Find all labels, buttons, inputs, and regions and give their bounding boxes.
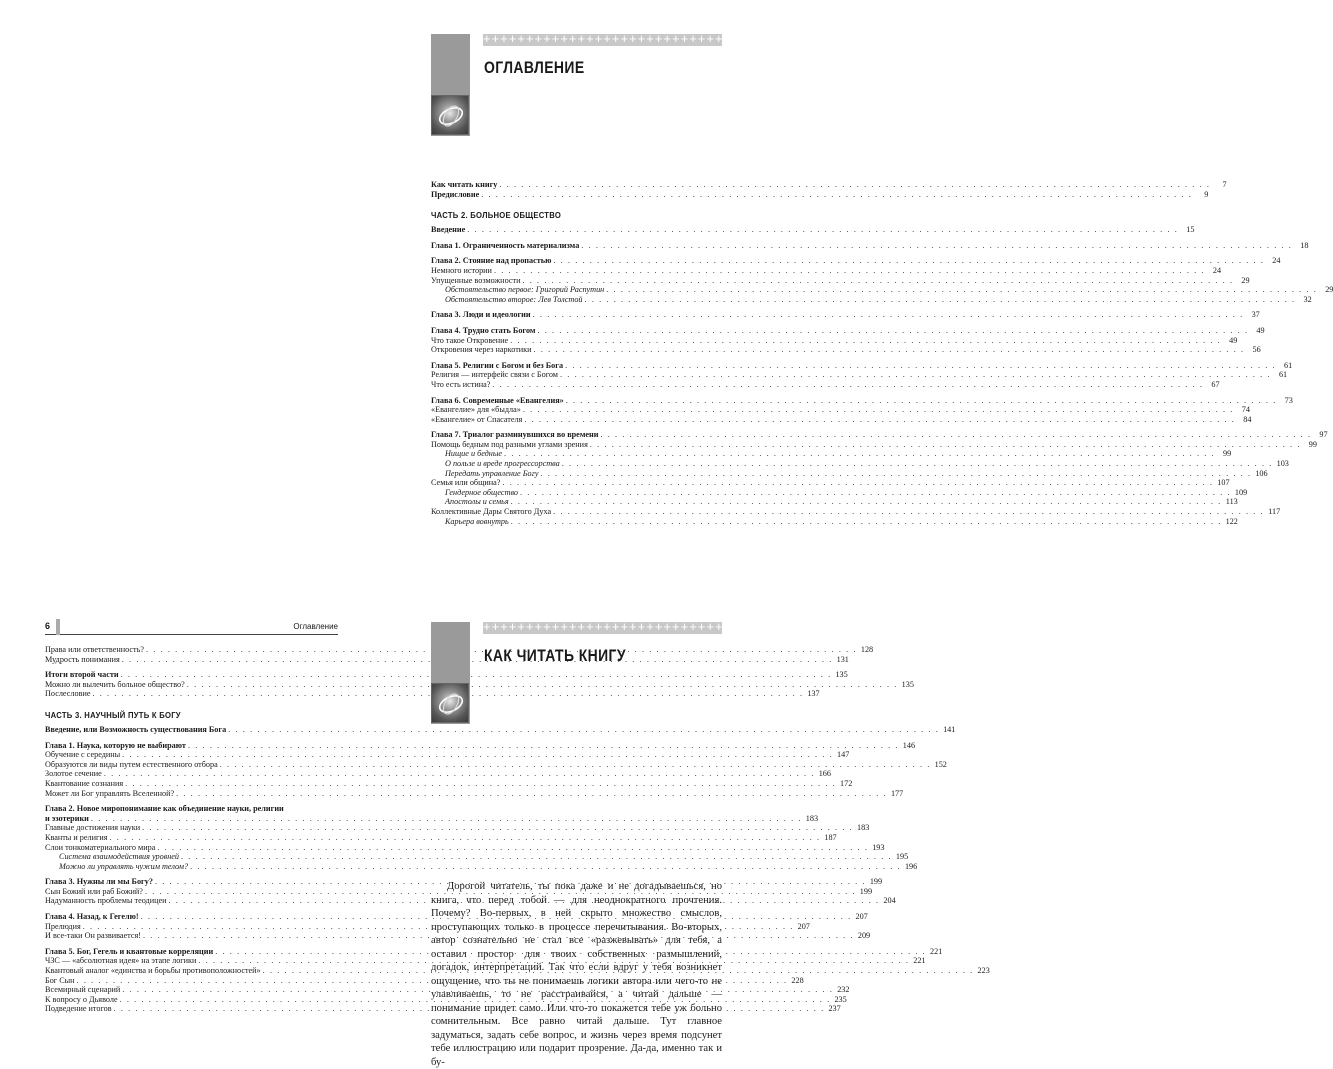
dot-leader (585, 295, 1296, 305)
toc-entry-page: 24 (1212, 265, 1222, 275)
toc-entry-page: 56 (1252, 345, 1261, 355)
dot-leader (481, 190, 1192, 200)
toc-entry-page: 106 (1255, 468, 1268, 478)
toc-entry-page: 74 (1241, 405, 1250, 415)
dot-leader (553, 256, 1264, 266)
toc-entry-page: 228 (791, 975, 804, 985)
body-paragraph: Дорогой читатель, ты пока даже и не догадываешься, но книга, что перед тобой — для неоднократного прочтения. Почему? Во-первых, в ней скрыто множество смыслов, проступающих только в процессе перечитывания. Во-вторых, автор сознательно не стал все «разжевывать» для тебя, а оставил простор для твоих собственных размышлений, догадок, интерпретаций. Так что если вдруг у тебя возникнет ощущение, что ты не понимаешь логики автора или чего-то не улавливаешь, то не расстраивайся, а читай дальше — понимание придет само. Или что-то покажется тебе уж больно сомнительным. Все равно читай дальше. Тут главное задуматься, задать себе вопрос, и жизнь через время подсунет тебе иллюстрацию или подарит прозрение. Да-да, именно так и бу- (431, 881, 722, 1068)
toc-entry[interactable] (431, 507, 1281, 517)
toc-entry-page: 99 (1308, 439, 1317, 449)
toc-entry-page: 207 (797, 921, 810, 931)
toc-entry[interactable] (431, 345, 1261, 355)
dot-leader (110, 833, 821, 843)
spiral-emblem-icon (431, 683, 469, 723)
toc-entry-page: 221 (930, 946, 943, 956)
toc-entry-title: Введение (431, 225, 466, 235)
toc-entry[interactable] (431, 430, 1328, 440)
toc-entry-title: Можно ли вылечить больное общество? (45, 679, 185, 689)
dot-leader (142, 823, 853, 833)
toc-entry[interactable] (45, 769, 831, 779)
toc-entry-title: «Евангелие» от Спасателя (431, 414, 523, 424)
toc-entry[interactable] (431, 335, 1238, 346)
toc-entry-title: Глава 6. Современные «Евангелия» (431, 395, 564, 405)
toc-entry-title: Введение, или Возможность существования Бога (45, 724, 227, 734)
toc-entry-page: 73 (1284, 395, 1293, 405)
dot-leader (121, 670, 832, 680)
toc-entry[interactable] (45, 724, 956, 735)
toc-entry-title: К вопросу о Дьяволе (45, 994, 118, 1004)
toc-entry-title: Что есть истина? (431, 379, 491, 389)
toc-entry-title: Главные достижения науки (45, 823, 141, 833)
toc-entry[interactable] (45, 788, 904, 799)
toc-entry-title: Итоги второй части (45, 670, 119, 680)
toc-entry-page: 29 (1241, 275, 1250, 285)
toc-entry-title: Может ли Бог управлять Вселенной? (45, 788, 175, 798)
spiral-emblem-icon (431, 95, 469, 135)
toc-entry-page: 32 (1303, 294, 1312, 304)
toc-entry[interactable] (45, 985, 850, 995)
dot-leader (553, 507, 1264, 517)
dot-leader (533, 310, 1244, 320)
page-number: 6 (45, 621, 51, 631)
toc-entry-page: 107 (1217, 478, 1230, 488)
toc-entry[interactable] (45, 813, 819, 824)
toc-entry-title: Всемирный сценарий (45, 985, 121, 995)
dot-leader (606, 285, 1317, 295)
toc-entry-title: Глава 1. Наука, которую не выбирают (45, 740, 186, 750)
toc-entry-title: Образуются ли виды путем естественного отбора (45, 759, 218, 769)
toc-entry-title: Гендерное общество (445, 487, 519, 497)
toc-entry[interactable] (431, 414, 1252, 425)
toc-entry[interactable] (431, 405, 1250, 415)
toc-entry[interactable] (431, 360, 1293, 371)
toc-entry[interactable] (431, 275, 1250, 286)
dot-leader (157, 843, 868, 853)
toc-entry-page: 199 (859, 886, 873, 896)
toc-entry-page: 235 (834, 994, 847, 1004)
toc-entry-title: Послесловие (45, 689, 91, 699)
toc-entry-page: 166 (818, 769, 831, 779)
dot-leader (522, 276, 1233, 286)
dot-leader (494, 266, 1205, 276)
toc-entry-page: 135 (835, 670, 848, 680)
dot-leader (565, 361, 1276, 371)
dot-leader (511, 497, 1222, 507)
toc-entry-page: 196 (904, 861, 918, 871)
toc-entry[interactable] (45, 740, 916, 751)
toc-entry-title: Можно ли управлять чужим телом? (59, 861, 189, 871)
dot-leader (104, 769, 815, 779)
toc-entry-title: Апостолы и семья (445, 497, 509, 507)
toc-entry-title: Золотое сечение (45, 769, 102, 779)
dot-leader (187, 680, 898, 690)
toc-entry-page: 232 (837, 985, 850, 995)
toc-entry-page: 7 (1222, 180, 1227, 189)
dot-leader (188, 741, 899, 751)
dot-leader (122, 655, 833, 665)
toc-entry[interactable] (431, 256, 1281, 266)
dot-leader (499, 180, 1210, 190)
toc-entry-page: 61 (1284, 360, 1293, 370)
toc-entry[interactable] (45, 931, 871, 941)
toc-entry[interactable] (45, 994, 847, 1005)
toc-entry-title: Подведение итогов (45, 1004, 112, 1014)
toc-entry[interactable] (431, 180, 1227, 190)
toc-entry-title: Предисловие (431, 189, 480, 199)
dot-leader (502, 478, 1213, 488)
toc-entry-title: Глава 2. Стояние над пропастью (431, 256, 552, 266)
toc-entry-page: 204 (883, 896, 896, 906)
toc-entry[interactable] (431, 325, 1265, 336)
toc-entry[interactable] (45, 896, 896, 906)
dot-leader (125, 779, 836, 789)
toc-entry-page: 117 (1268, 507, 1281, 517)
toc-entry[interactable] (431, 189, 1209, 200)
toc-entry[interactable] (431, 285, 1333, 295)
toc-entry[interactable] (431, 487, 1248, 498)
toc-entry-title: Глава 7. Триалог разминувшихся во времени (431, 430, 599, 440)
toc-entry[interactable] (45, 832, 837, 843)
toc-entry[interactable] (45, 759, 947, 770)
dot-leader (467, 225, 1178, 235)
toc-entry[interactable] (45, 956, 926, 966)
toc-entry-title: Сын Божий или раб Божий? (45, 886, 143, 896)
page-title: ОГЛАВЛЕНИЕ (484, 58, 585, 77)
toc-entry-page: 183 (805, 813, 819, 823)
part-heading: ЧАСТЬ 2. БОЛЬНОЕ ОБЩЕСТВО (431, 210, 562, 221)
toc-entry[interactable] (45, 679, 914, 690)
toc-entry-title: «Евангелие» для «быдла» (431, 405, 521, 415)
toc-entry-page: 183 (857, 823, 870, 833)
toc-entry[interactable] (431, 395, 1293, 406)
toc-entry[interactable] (45, 804, 338, 814)
toc-entry-page: 84 (1243, 414, 1252, 424)
dot-leader (176, 789, 887, 799)
toc-entry-page: 49 (1256, 325, 1265, 335)
toc-entry-page: 37 (1251, 310, 1260, 320)
toc-entry-page: 109 (1234, 487, 1248, 497)
toc-entry-title: Глава 1. Ограниченность материализма (431, 240, 580, 250)
dot-leader (190, 862, 901, 872)
dot-leader (600, 430, 1311, 440)
toc-entry-title: Семья или община? (431, 478, 501, 488)
toc-entry-title: Нищие и бедные (445, 449, 503, 459)
toc-entry[interactable] (45, 852, 909, 862)
toc-entry-page: 99 (1223, 449, 1232, 459)
toc-entry-title: и эзотерики (45, 813, 89, 823)
toc-entry-page: 172 (840, 778, 853, 788)
toc-entry-title: Слои тонкоматериального мира (45, 842, 156, 852)
toc-entry[interactable] (45, 975, 804, 986)
contents-list (431, 180, 1333, 526)
toc-entry-page: 221 (913, 956, 926, 966)
toc-entry-title: Бог Сын (45, 975, 75, 985)
chapter-title: КАК ЧИТАТЬ КНИГУ (484, 646, 626, 665)
toc-entry-page: 122 (1225, 516, 1238, 526)
toc-entry[interactable] (431, 516, 1238, 527)
toc-entry-title: Прелюдия (45, 921, 81, 931)
toc-entry[interactable] (431, 240, 1309, 251)
toc-entry[interactable] (45, 886, 873, 897)
toc-entry-page: 128 (860, 645, 874, 654)
toc-entry-title: О пользе и вреде прогрессорства (445, 459, 560, 469)
dot-leader (220, 760, 931, 770)
toc-entry-title: Обучение с середины (45, 750, 121, 760)
toc-entry-page: 237 (828, 1004, 841, 1014)
dot-leader (562, 459, 1273, 469)
toc-entry[interactable] (45, 842, 885, 853)
toc-entry[interactable] (45, 921, 810, 932)
dot-leader (566, 396, 1277, 406)
toc-entry-page: 135 (901, 679, 914, 689)
toc-entry[interactable] (431, 379, 1220, 390)
toc-entry[interactable] (431, 294, 1312, 305)
dot-leader (228, 725, 939, 735)
dot-leader (537, 326, 1248, 336)
toc-entry-title: Кванты и религия (45, 832, 108, 842)
toc-entry-title: Передать управление Богу (445, 468, 539, 478)
toc-entry-title: Коллективные Дары Святого Духа (431, 507, 552, 517)
dot-leader (581, 241, 1292, 251)
toc-entry-title: Что такое Откровение (431, 335, 509, 345)
toc-entry[interactable] (431, 310, 1260, 320)
toc-entry-title: Упущенные возможности (431, 275, 521, 285)
toc-entry-title: Система взаимодействия уровней (59, 852, 180, 862)
toc-entry[interactable] (45, 670, 848, 680)
toc-entry[interactable] (45, 861, 918, 872)
dot-leader (504, 449, 1215, 459)
toc-entry[interactable] (45, 946, 943, 957)
dot-leader (590, 440, 1301, 450)
toc-entry-title: Глава 5. Бог, Гегель и квантовые корреляции (45, 946, 214, 956)
plus-pattern-band: +++++++++++++++++++++++++++++++++++++++++++++++ (483, 619, 887, 634)
toc-entry-page: 61 (1278, 370, 1288, 380)
toc-entry[interactable] (431, 459, 1289, 469)
toc-entry-page: 113 (1225, 497, 1238, 507)
toc-entry[interactable] (45, 966, 990, 976)
toc-entry-title: Квантование сознания (45, 778, 124, 788)
toc-entry[interactable] (431, 478, 1230, 488)
toc-entry-title: Помощь бедным под разными углами зрения (431, 439, 588, 449)
toc-entry[interactable] (431, 497, 1238, 507)
toc-entry[interactable] (431, 439, 1317, 450)
toc-entry-page: 146 (902, 740, 916, 750)
toc-entry-title: Немного истории (431, 265, 492, 275)
toc-entry-title: Глава 3. Люди и идеологии (431, 310, 531, 320)
running-title: Оглавление (293, 622, 338, 631)
toc-entry-title: Мудрость понимания (45, 654, 120, 664)
toc-entry-page: 29 (1325, 285, 1333, 295)
toc-entry-page: 147 (837, 750, 850, 760)
toc-entry-page: 24 (1272, 256, 1281, 266)
toc-entry-title: Глава 3. Нужны ли мы Богу? (45, 877, 153, 887)
toc-entry-page: 49 (1229, 335, 1238, 345)
toc-entry-page: 131 (836, 654, 849, 664)
toc-entry-title: ЧЗС — «абсолютная идея» на этапе логики (45, 956, 197, 966)
toc-entry-page: 193 (872, 842, 885, 852)
running-header (45, 619, 338, 635)
toc-entry-page: 152 (934, 759, 947, 769)
toc-entry-title: Надуманность проблемы теодицеи (45, 896, 167, 906)
toc-entry[interactable] (45, 778, 853, 789)
toc-entry[interactable] (45, 750, 850, 760)
toc-entry-title: Обстоятельство первое: Григорий Распутин (445, 285, 605, 295)
header-marker (56, 619, 60, 635)
dot-leader (560, 370, 1271, 380)
toc-entry[interactable] (45, 1004, 841, 1014)
toc-entry-page: 9 (1204, 189, 1209, 199)
toc-entry-page: 199 (869, 877, 883, 887)
toc-entry-title: Глава 4. Назад, к Гегелю! (45, 912, 139, 922)
toc-entry[interactable] (45, 645, 874, 655)
toc-entry-page: 15 (1186, 225, 1195, 235)
dot-leader (181, 852, 892, 862)
dot-leader (122, 750, 833, 760)
toc-entry-page: 67 (1211, 379, 1220, 389)
toc-entry[interactable] (431, 225, 1195, 235)
toc-entry-page: 223 (977, 966, 990, 976)
toc-entry-title: Глава 4. Трудно стать Богом (431, 325, 536, 335)
toc-entry[interactable] (45, 912, 868, 922)
dot-leader (510, 336, 1221, 346)
dot-leader (540, 469, 1251, 479)
toc-entry[interactable] (45, 877, 883, 887)
toc-entry-page: 97 (1319, 430, 1328, 440)
toc-entry-page: 141 (943, 724, 956, 734)
dot-leader (524, 415, 1235, 425)
toc-entry-page: 195 (895, 852, 909, 862)
toc-entry-title: Глава 2. Новое миропонимание как объединение науки, религии (45, 804, 284, 814)
plus-pattern-band: +++++++++++++++++++++++++++++++++++++++++++++++ (483, 31, 887, 46)
toc-entry-page: 187 (824, 832, 837, 842)
toc-entry-title: Религия — интерфейс связи с Богом (431, 370, 558, 380)
dot-leader (91, 814, 802, 824)
dot-leader (534, 345, 1245, 355)
toc-entry-title: Обстоятельство второе: Лев Толстой (445, 294, 583, 304)
toc-entry-page: 137 (807, 689, 820, 699)
toc-entry[interactable] (431, 370, 1288, 380)
dot-leader (492, 380, 1203, 390)
toc-entry-page: 18 (1300, 240, 1309, 250)
toc-entry-page: 103 (1276, 459, 1289, 469)
toc-entry-page: 207 (855, 912, 868, 922)
dot-leader (511, 517, 1222, 527)
toc-entry[interactable] (45, 823, 870, 833)
dot-leader (520, 488, 1231, 498)
toc-entry-title: Карьера вовнутрь (445, 516, 509, 526)
dot-leader (523, 405, 1234, 415)
toc-entry[interactable] (45, 689, 820, 699)
toc-entry[interactable] (431, 468, 1268, 479)
toc-entry-title: И все-таки Он развивается! (45, 931, 141, 941)
part-heading: ЧАСТЬ 3. НАУЧНЫЙ ПУТЬ К БОГУ (45, 709, 181, 720)
toc-entry-title: Откровения через наркотики (431, 345, 532, 355)
toc-entry-title: Как читать книгу (431, 180, 498, 189)
toc-entry-title: Квантовый аналог «единства и борьбы противоположностей» (45, 966, 261, 976)
toc-entry[interactable] (431, 265, 1222, 276)
toc-entry-title: Глава 5. Религии с Богом и без Бога (431, 360, 564, 370)
toc-entry[interactable] (431, 449, 1232, 459)
toc-entry-page: 177 (890, 788, 904, 798)
toc-entry-title: Права или ответственность? (45, 645, 144, 654)
toc-entry-page: 209 (857, 931, 871, 941)
